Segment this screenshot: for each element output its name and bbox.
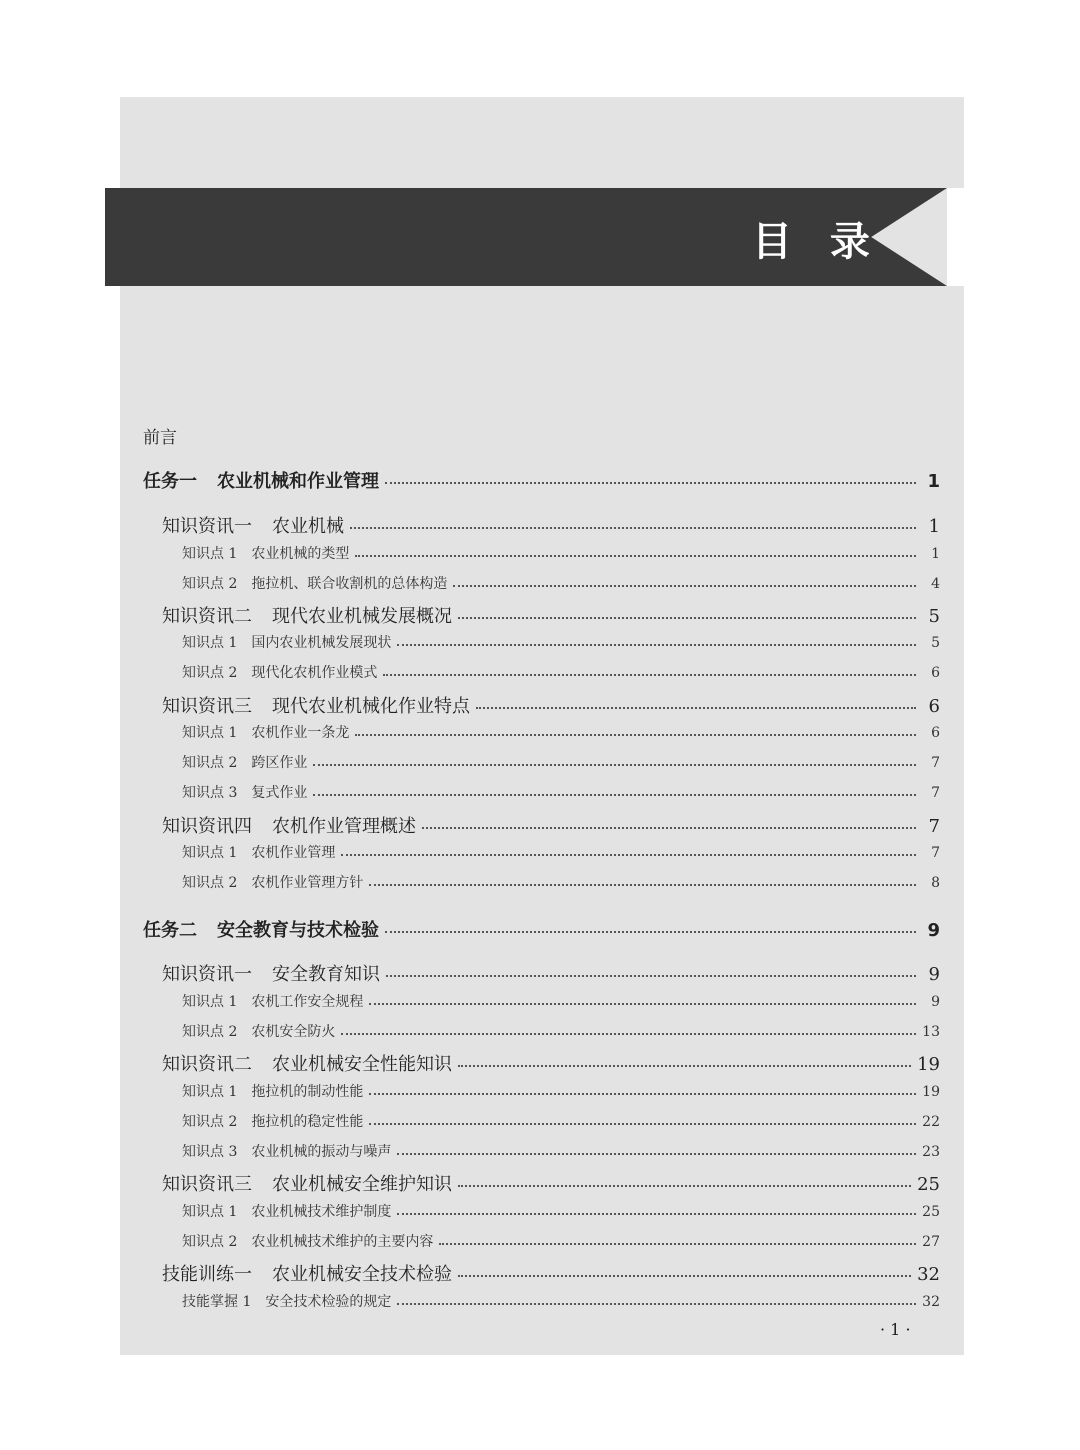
toc-entry-number: 知识资讯一: [162, 964, 252, 985]
toc-entry-label: [182, 1081, 363, 1101]
toc-entry-label: [182, 632, 391, 652]
toc-preface[interactable]: [143, 423, 177, 448]
toc-entry-title: 农业机械技术维护制度: [251, 1204, 392, 1220]
toc-entry-point[interactable]: [182, 1081, 940, 1101]
toc-entry-label: [182, 1111, 363, 1131]
toc-entry-page: 1: [927, 471, 940, 492]
toc-entry-label: [143, 916, 379, 942]
dot-leader: [313, 764, 916, 766]
toc-entry-title: 农业机械的类型: [251, 546, 350, 562]
toc-entry-point[interactable]: [182, 1111, 940, 1131]
toc-entry-point[interactable]: [182, 662, 940, 682]
toc-entry-title: 跨区作业: [251, 755, 308, 771]
toc-entry-label: [162, 602, 452, 628]
toc-entry-label: [182, 543, 349, 563]
toc-entry-label: [182, 752, 307, 772]
toc-entry-label: [182, 662, 377, 682]
preface-label: 前言: [143, 428, 177, 448]
toc-entry-title: 安全技术检验的规定: [265, 1294, 392, 1310]
toc-entry-page: 1: [931, 546, 940, 562]
page-number: · 1 ·: [880, 1320, 911, 1339]
toc-entry-page: 19: [917, 1054, 940, 1075]
toc-entry-title: 现代农业机械化作业特点: [272, 696, 470, 717]
toc-entry-info[interactable]: [162, 960, 940, 986]
toc-entry-title: 农业机械安全技术检验: [272, 1264, 452, 1285]
toc-entry-label: [182, 722, 349, 742]
toc-entry-number: 任务二: [143, 920, 197, 941]
toc-entry-label: [162, 812, 416, 838]
toc-entry-point[interactable]: [182, 1291, 940, 1311]
toc-entry-title: 农业机械技术维护的主要内容: [251, 1234, 434, 1250]
toc-entry-number: 任务一: [143, 471, 197, 492]
dot-leader: [453, 585, 916, 587]
toc-entry-label: [162, 692, 470, 718]
toc-entry-info[interactable]: [162, 602, 940, 628]
toc-entry-label: [182, 991, 363, 1011]
toc-entry-label: [162, 1050, 452, 1076]
toc-entry-page: 13: [922, 1024, 940, 1040]
toc-entry-info[interactable]: [162, 1170, 940, 1196]
toc-entry-point[interactable]: [182, 991, 940, 1011]
toc-entry-label: [182, 1141, 391, 1161]
dot-leader: [397, 1303, 916, 1305]
dot-leader: [369, 1093, 916, 1095]
toc-entry-number: 知识资讯二: [162, 1054, 252, 1075]
dot-leader: [355, 555, 916, 557]
toc-entry-number: 知识点 1: [182, 635, 238, 651]
toc-entry-title: 国内农业机械发展现状: [251, 635, 392, 651]
toc-entry-page: 9: [928, 964, 940, 985]
toc-entry-label: [162, 512, 344, 538]
toc-entry-page: 7: [931, 785, 940, 801]
page-corner: [947, 178, 964, 188]
toc-entry-page: 8: [931, 875, 940, 891]
dot-leader: [385, 931, 916, 933]
toc-entry-label: [162, 1260, 452, 1286]
dot-leader: [341, 854, 916, 856]
toc-entry-title: 农机作业管理方针: [251, 875, 364, 891]
toc-entry-point[interactable]: [182, 1141, 940, 1161]
toc-entry-label: [182, 1231, 433, 1251]
toc-entry-title: 农业机械和作业管理: [217, 471, 379, 492]
toc-entry-number: 知识点 2: [182, 1234, 238, 1250]
toc-entry-page: 7: [931, 845, 940, 861]
toc-entry-title: 拖拉机的稳定性能: [251, 1114, 364, 1130]
toc-entry-title: 拖拉机的制动性能: [251, 1084, 364, 1100]
toc-entry-number: 知识资讯二: [162, 606, 252, 627]
toc-entry-page: 9: [931, 994, 940, 1010]
toc-entry-page: 4: [931, 576, 940, 592]
dot-leader: [355, 734, 916, 736]
dot-leader: [458, 1065, 911, 1067]
toc-entry-label: [182, 782, 307, 802]
dot-leader: [458, 1275, 911, 1277]
toc-entry-title: 农机作业管理: [251, 845, 336, 861]
toc-entry-title: 复式作业: [251, 785, 308, 801]
toc-entry-number: 知识点 1: [182, 1084, 238, 1100]
toc-entry-page: 23: [922, 1144, 940, 1160]
toc-entry-task[interactable]: [143, 467, 940, 493]
toc-entry-page: 7: [931, 755, 940, 771]
toc-entry-point[interactable]: [182, 782, 940, 802]
toc-entry-number: 知识资讯三: [162, 696, 252, 717]
toc-entry-point[interactable]: [182, 872, 940, 892]
toc-entry-page: 9: [927, 920, 940, 941]
toc-entry-label: [182, 573, 447, 593]
dot-leader: [422, 827, 916, 829]
dot-leader: [458, 1185, 911, 1187]
toc-entry-number: 知识点 1: [182, 1204, 238, 1220]
toc-entry-task[interactable]: [143, 916, 940, 942]
toc-entry-point[interactable]: [182, 722, 940, 742]
toc-entry-number: 知识点 3: [182, 785, 238, 801]
toc-entry-point[interactable]: [182, 632, 940, 652]
toc-entry-title: 农机工作安全规程: [251, 994, 364, 1010]
toc-entry-point[interactable]: [182, 842, 940, 862]
toc-entry-number: 知识资讯一: [162, 516, 252, 537]
toc-entry-page: 6: [931, 665, 940, 681]
toc-entry-page: 19: [922, 1084, 940, 1100]
toc-entry-info[interactable]: [162, 692, 940, 718]
toc-entry-point[interactable]: [182, 543, 940, 563]
dot-leader: [476, 707, 916, 709]
toc-entry-page: 22: [922, 1114, 940, 1130]
toc-entry-point[interactable]: [182, 573, 940, 593]
toc-entry-number: 知识点 1: [182, 994, 238, 1010]
toc-entry-page: 32: [917, 1264, 940, 1285]
toc-entry-point[interactable]: [182, 1021, 940, 1041]
dot-leader: [369, 1003, 916, 1005]
toc-entry-page: 6: [928, 696, 940, 717]
toc-entry-info[interactable]: [162, 1050, 940, 1076]
toc-entry-number: 知识点 1: [182, 725, 238, 741]
toc-entry-info[interactable]: [162, 512, 940, 538]
dot-leader: [397, 1213, 916, 1215]
toc-entry-label: [182, 1291, 391, 1311]
dot-leader: [386, 975, 916, 977]
toc-entry-number: 知识点 1: [182, 546, 238, 562]
toc-entry-label: [182, 1021, 335, 1041]
toc-entry-info[interactable]: [162, 812, 940, 838]
toc-entry-page: 1: [928, 516, 940, 537]
dot-leader: [350, 527, 916, 529]
toc-entry-number: 知识资讯三: [162, 1174, 252, 1195]
toc-entry-title: 农机作业管理概述: [272, 816, 416, 837]
toc-entry-title: 农业机械: [272, 516, 344, 537]
toc-entry-point[interactable]: [182, 1201, 940, 1221]
toc-entry-number: 知识点 2: [182, 755, 238, 771]
toc-entry-label: [162, 960, 380, 986]
toc-entry-number: 知识点 1: [182, 845, 238, 861]
toc-entry-title: 农业机械的振动与噪声: [251, 1144, 392, 1160]
toc-entry-number: 知识点 3: [182, 1144, 238, 1160]
toc-entry-number: 知识点 2: [182, 576, 238, 592]
toc-entry-number: 知识点 2: [182, 665, 238, 681]
toc-entry-title: 农业机械安全维护知识: [272, 1174, 452, 1195]
toc-entry-page: 27: [922, 1234, 940, 1250]
toc-entry-page: 7: [928, 816, 940, 837]
dot-leader: [313, 794, 916, 796]
toc-entry-title: 农业机械安全性能知识: [272, 1054, 452, 1075]
toc-entry-label: [182, 1201, 391, 1221]
toc-entry-title: 安全教育知识: [272, 964, 380, 985]
page-title: 目 录: [752, 219, 882, 265]
toc-entry-title: 农机作业一条龙: [251, 725, 350, 741]
toc-entry-point[interactable]: [182, 1231, 940, 1251]
toc-entry-number: 知识点 2: [182, 875, 238, 891]
toc-entry-label: [182, 872, 363, 892]
toc-entry-number: 知识点 2: [182, 1024, 238, 1040]
dot-leader: [458, 617, 916, 619]
dot-leader: [369, 884, 916, 886]
toc-entry-number: 技能训练一: [162, 1264, 252, 1285]
toc-entry-page: 5: [928, 606, 940, 627]
toc-entry-title: 现代化农机作业模式: [251, 665, 378, 681]
dot-leader: [439, 1243, 916, 1245]
toc-entry-title: 安全教育与技术检验: [217, 920, 379, 941]
toc-entry-info[interactable]: [162, 1260, 940, 1286]
dot-leader: [369, 1123, 916, 1125]
toc-entry-title: 拖拉机、联合收割机的总体构造: [251, 576, 448, 592]
toc-entry-page: 25: [917, 1174, 940, 1195]
toc-entry-label: [143, 467, 379, 493]
toc-entry-number: 技能掌握 1: [182, 1294, 252, 1310]
dot-leader: [383, 674, 916, 676]
toc-entry-label: [162, 1170, 452, 1196]
toc-entry-point[interactable]: [182, 752, 940, 772]
toc-entry-page: 5: [931, 635, 940, 651]
toc-entry-label: [182, 842, 335, 862]
toc-entry-page: 6: [931, 725, 940, 741]
toc-entry-number: 知识资讯四: [162, 816, 252, 837]
dot-leader: [397, 644, 916, 646]
dot-leader: [341, 1033, 916, 1035]
toc-entry-number: 知识点 2: [182, 1114, 238, 1130]
dot-leader: [385, 482, 916, 484]
banner-fold: [947, 188, 964, 286]
toc-entry-page: 32: [922, 1294, 940, 1310]
toc-entry-title: 现代农业机械发展概况: [272, 606, 452, 627]
dot-leader: [397, 1153, 916, 1155]
toc-entry-title: 农机安全防火: [251, 1024, 336, 1040]
toc-entry-page: 25: [922, 1204, 940, 1220]
